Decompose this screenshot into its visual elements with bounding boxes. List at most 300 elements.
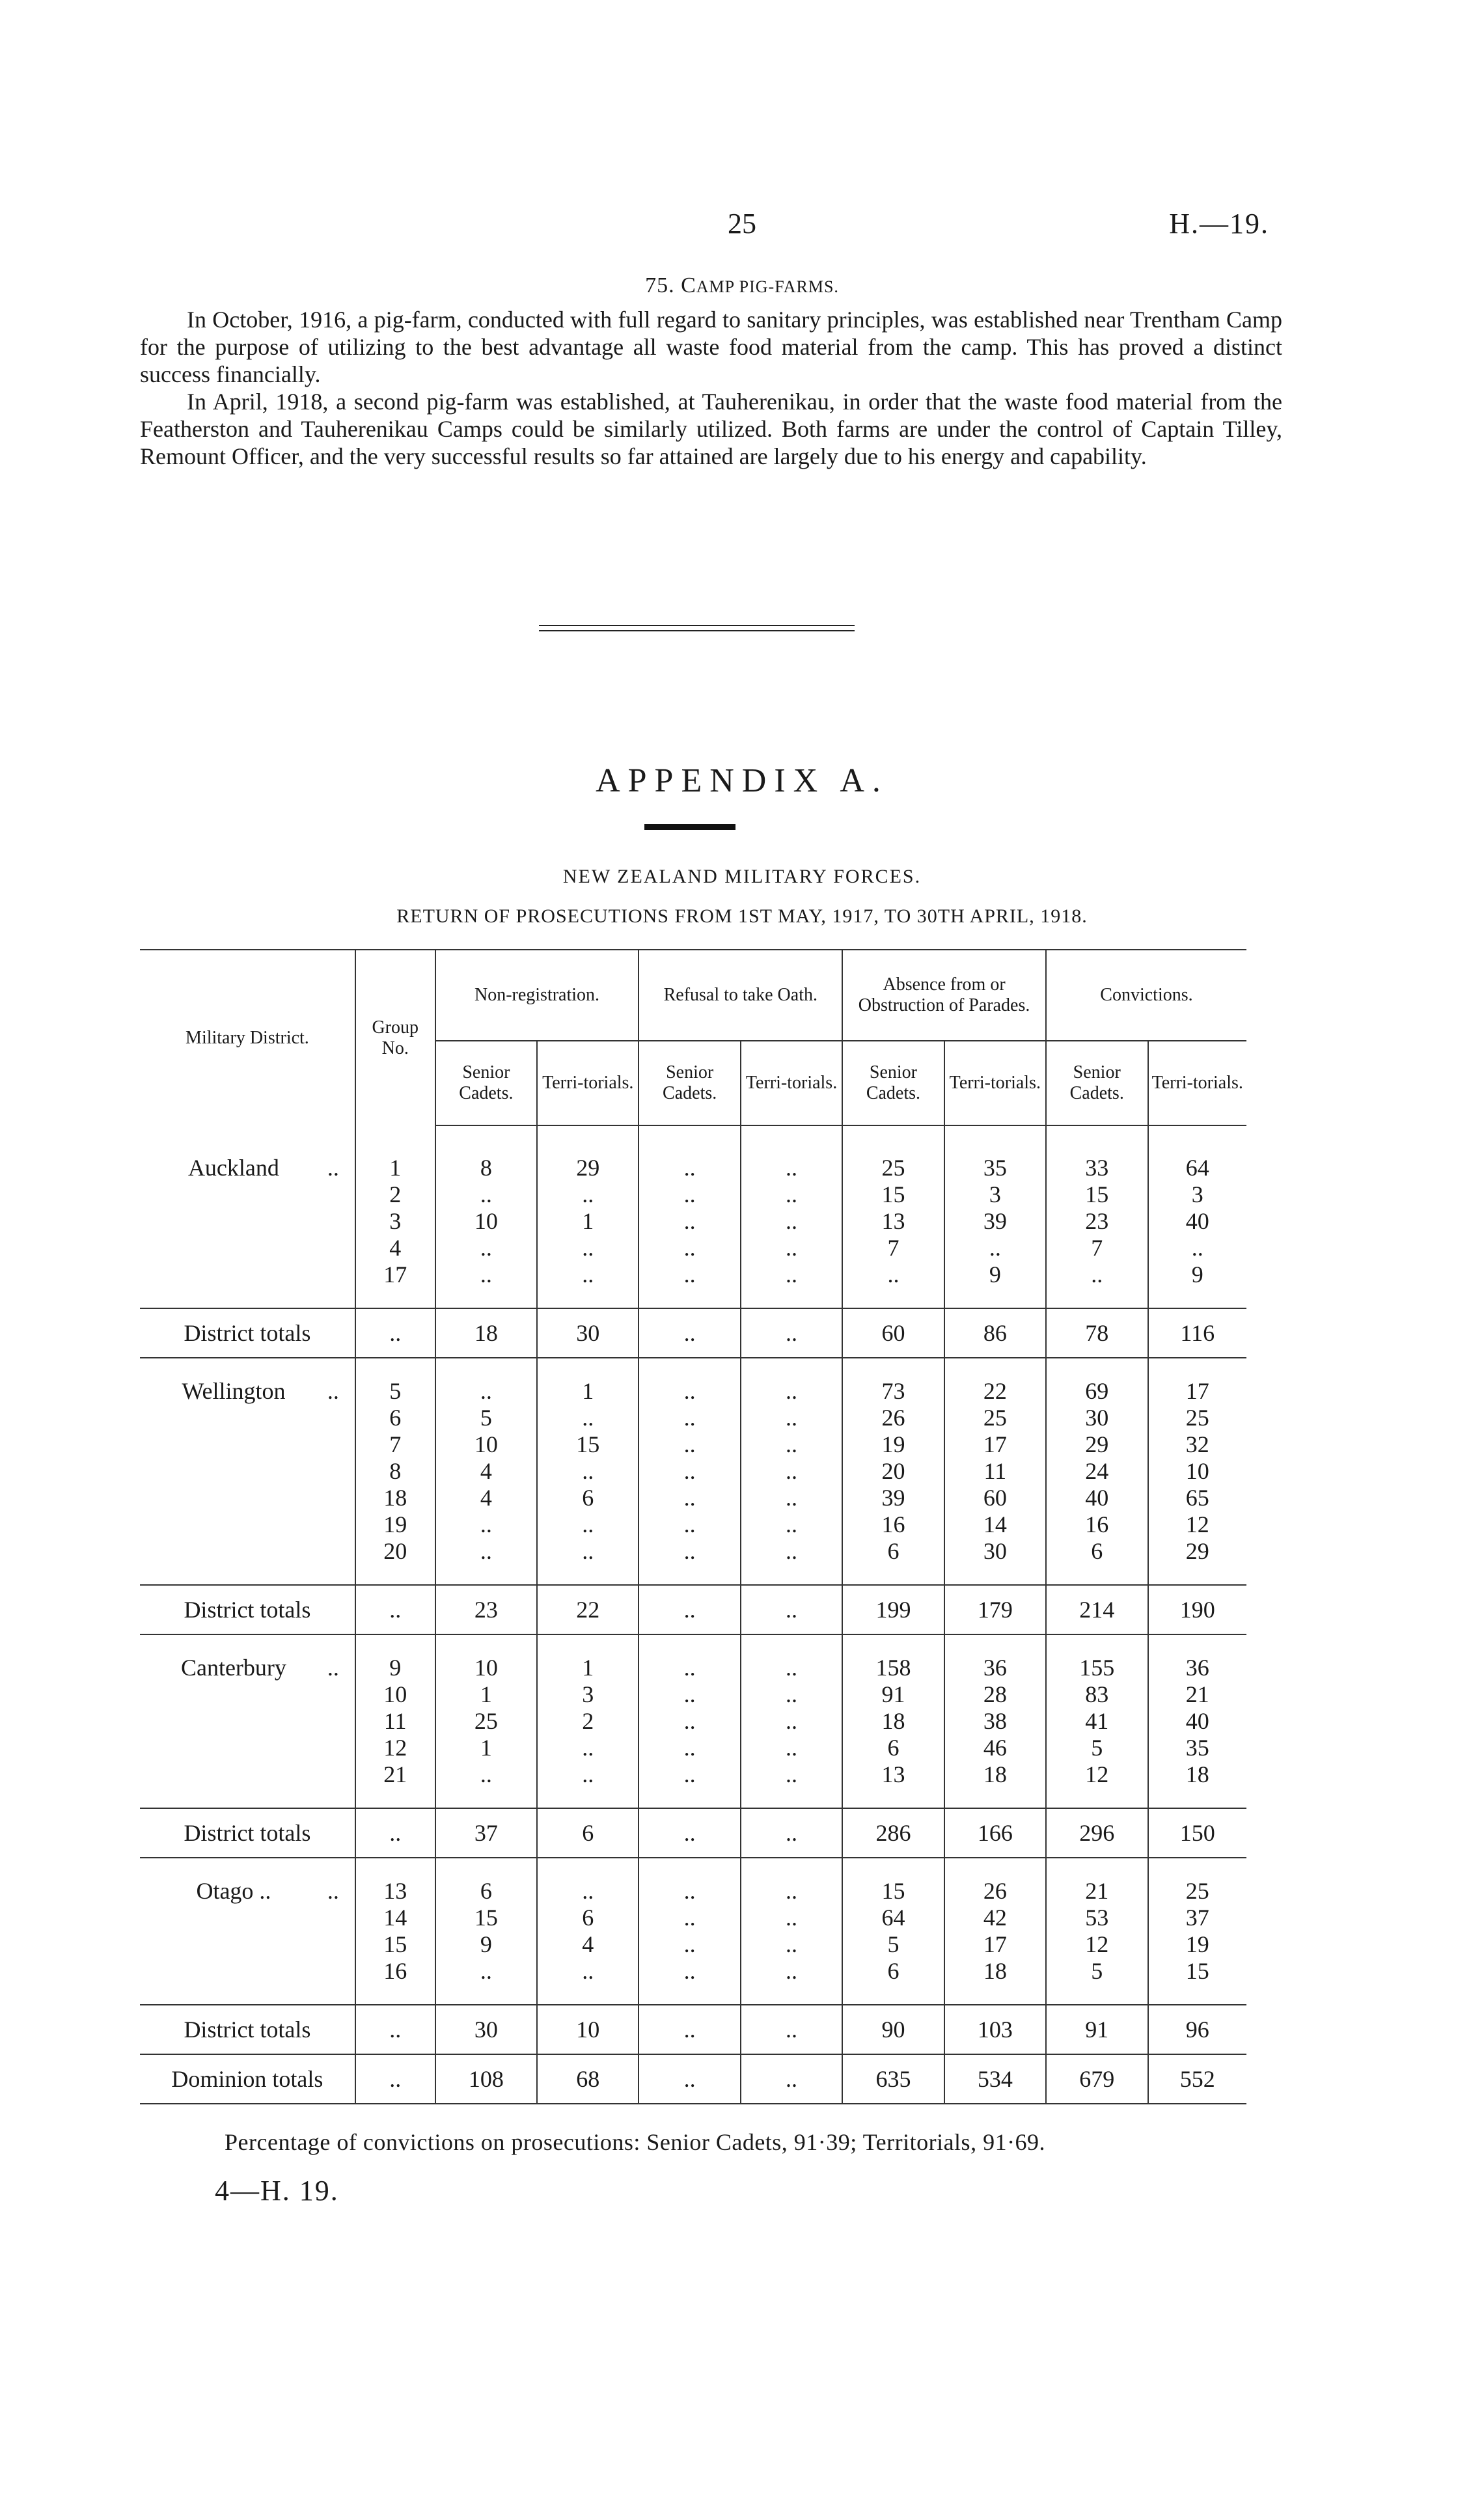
district-cell xyxy=(140,1181,355,1208)
spacer-row xyxy=(140,1125,1246,1155)
spacer-cell xyxy=(1148,1858,1247,1878)
value-cell: 12 xyxy=(1046,1761,1148,1788)
value-cell: 15 xyxy=(842,1181,944,1208)
table-row xyxy=(140,1655,1246,1681)
value-cell: .. xyxy=(537,1538,639,1565)
value-cell: .. xyxy=(741,1405,842,1431)
value-cell: 6 xyxy=(842,1735,944,1761)
value-cell: .. xyxy=(741,1538,842,1565)
spacer-cell xyxy=(842,1788,944,1808)
value-cell: 73 xyxy=(842,1378,944,1405)
value-cell: 9 xyxy=(1148,1261,1247,1288)
spacer-row xyxy=(140,1858,1246,1878)
total-cell: 150 xyxy=(1148,1808,1247,1858)
district-name: Otago .. xyxy=(196,1878,271,1904)
district-cell xyxy=(140,1261,355,1288)
value-cell: .. xyxy=(537,1181,639,1208)
document-reference: H.—19. xyxy=(1169,208,1269,240)
value-cell: .. xyxy=(639,1181,741,1208)
group-number-cell: 10 xyxy=(355,1681,435,1708)
value-cell: .. xyxy=(537,1511,639,1538)
spacer-cell xyxy=(435,1565,538,1585)
value-cell: 155 xyxy=(1046,1655,1148,1681)
spacer-cell xyxy=(639,1788,741,1808)
spacer-cell xyxy=(537,1288,639,1308)
value-cell: .. xyxy=(435,1511,538,1538)
table-row xyxy=(140,1261,1246,1288)
spacer-cell xyxy=(537,1125,639,1155)
spacer-cell xyxy=(741,1985,842,2005)
value-cell: 91 xyxy=(842,1681,944,1708)
total-cell: 199 xyxy=(842,1585,944,1634)
value-cell: .. xyxy=(639,1261,741,1288)
dominion-totals-row xyxy=(140,2054,1246,2104)
spacer-cell xyxy=(944,1858,1046,1878)
total-cell: 179 xyxy=(944,1585,1046,1634)
spacer-cell xyxy=(944,1565,1046,1585)
value-cell: 32 xyxy=(1148,1431,1247,1458)
value-cell: 15 xyxy=(842,1878,944,1905)
value-cell: .. xyxy=(944,1235,1046,1261)
value-cell: 10 xyxy=(435,1431,538,1458)
group-number-cell: 2 xyxy=(355,1181,435,1208)
value-cell: .. xyxy=(537,1958,639,1985)
district-name: Auckland xyxy=(187,1155,279,1181)
value-cell: 3 xyxy=(537,1681,639,1708)
spacer-row xyxy=(140,1985,1246,2005)
spacer-cell xyxy=(435,1125,538,1155)
spacer-cell xyxy=(1148,1634,1247,1655)
return-title-text: RETURN OF PROSECUTIONS FROM 1ST MAY, 1917, TO 30TH APRIL, 1918. xyxy=(396,905,1088,927)
spacer-cell xyxy=(639,1125,741,1155)
header-military-district: Military District. xyxy=(140,950,355,1125)
value-cell: .. xyxy=(842,1261,944,1288)
paragraph-1 xyxy=(140,306,1282,388)
bottom-rule-cell xyxy=(741,2104,842,2112)
value-cell: .. xyxy=(639,1378,741,1405)
spacer-cell xyxy=(1148,1985,1247,2005)
total-cell: .. xyxy=(355,1585,435,1634)
total-cell: .. xyxy=(639,1808,741,1858)
value-cell: 1 xyxy=(537,1208,639,1235)
appendix-subtitle: NEW ZEALAND MILITARY FORCES. xyxy=(562,866,922,887)
header-senior-cadets: Senior Cadets. xyxy=(1046,1041,1148,1125)
value-cell: 13 xyxy=(842,1761,944,1788)
value-cell: .. xyxy=(639,1511,741,1538)
table-row xyxy=(140,1878,1246,1905)
page-number: 25 xyxy=(728,208,756,240)
value-cell: 26 xyxy=(944,1878,1046,1905)
district-cell xyxy=(140,1155,355,1181)
district-cell xyxy=(140,1378,355,1405)
spacer-cell xyxy=(140,1565,355,1585)
total-cell: 60 xyxy=(842,1308,944,1358)
table-row xyxy=(140,1905,1246,1931)
value-cell: 9 xyxy=(944,1261,1046,1288)
value-cell: 18 xyxy=(842,1708,944,1735)
value-cell: 6 xyxy=(1046,1538,1148,1565)
bottom-rule-cell xyxy=(140,2104,355,2112)
dominion-total-cell: 552 xyxy=(1148,2054,1247,2104)
paragraph-2 xyxy=(140,388,1282,470)
district-cell xyxy=(140,1208,355,1235)
district-totals-label: District totals xyxy=(140,1808,355,1858)
table-row xyxy=(140,1931,1246,1958)
header-group-no: Group No. xyxy=(355,950,435,1125)
table-bottom-rule xyxy=(140,2104,1246,2112)
header-refusal-oath: Refusal to take Oath. xyxy=(639,950,842,1041)
spacer-cell xyxy=(639,1358,741,1378)
spacer-cell xyxy=(355,1565,435,1585)
value-cell: 17 xyxy=(944,1431,1046,1458)
spacer-cell xyxy=(639,1288,741,1308)
total-cell: .. xyxy=(741,1585,842,1634)
spacer-cell xyxy=(741,1858,842,1878)
value-cell: 12 xyxy=(1046,1931,1148,1958)
spacer-cell xyxy=(435,1358,538,1378)
table-row xyxy=(140,1735,1246,1761)
bottom-rule-cell xyxy=(1046,2104,1148,2112)
total-cell: .. xyxy=(639,1585,741,1634)
spacer-cell xyxy=(842,1125,944,1155)
value-cell: 6 xyxy=(537,1485,639,1511)
spacer-cell xyxy=(1046,1125,1148,1155)
spacer-cell xyxy=(1148,1288,1247,1308)
value-cell: .. xyxy=(741,1155,842,1181)
value-cell: 26 xyxy=(842,1405,944,1431)
total-cell: 296 xyxy=(1046,1808,1148,1858)
spacer-row xyxy=(140,1358,1246,1378)
value-cell: .. xyxy=(639,1681,741,1708)
value-cell: .. xyxy=(639,1735,741,1761)
value-cell: .. xyxy=(741,1958,842,1985)
spacer-cell xyxy=(639,1565,741,1585)
section-number: 75. xyxy=(645,273,675,297)
group-number-cell: 15 xyxy=(355,1931,435,1958)
value-cell: .. xyxy=(435,1761,538,1788)
value-cell: 39 xyxy=(944,1208,1046,1235)
value-cell: 3 xyxy=(1148,1181,1247,1208)
paragraph-1-text: In October, 1916, a pig-farm, conducted with full regard to sanitary principles, was established near Trentham Camp for the purpose of utilizing to the best advantage all waste food material from the camp. This has proved a distinct success financially. xyxy=(140,307,1282,387)
table-row xyxy=(140,1761,1246,1788)
table-row xyxy=(140,1405,1246,1431)
spacer-cell xyxy=(435,1788,538,1808)
group-number-cell: 11 xyxy=(355,1708,435,1735)
total-cell: 6 xyxy=(537,1808,639,1858)
value-cell: .. xyxy=(537,1878,639,1905)
group-number-cell: 4 xyxy=(355,1235,435,1261)
value-cell: 15 xyxy=(435,1905,538,1931)
total-cell: .. xyxy=(355,1808,435,1858)
group-number-cell: 13 xyxy=(355,1878,435,1905)
value-cell: 29 xyxy=(1148,1538,1247,1565)
total-cell: 22 xyxy=(537,1585,639,1634)
value-cell: 1 xyxy=(537,1655,639,1681)
value-cell: 7 xyxy=(842,1235,944,1261)
district-totals-row xyxy=(140,1585,1246,1634)
spacer-cell xyxy=(944,1985,1046,2005)
table-row xyxy=(140,1511,1246,1538)
group-number-cell: 5 xyxy=(355,1378,435,1405)
value-cell: .. xyxy=(741,1235,842,1261)
value-cell: 10 xyxy=(435,1208,538,1235)
value-cell: .. xyxy=(741,1905,842,1931)
value-cell: 23 xyxy=(1046,1208,1148,1235)
dominion-total-cell: 68 xyxy=(537,2054,639,2104)
section-heading xyxy=(0,273,1484,298)
total-cell: 10 xyxy=(537,2005,639,2054)
total-cell: 86 xyxy=(944,1308,1046,1358)
total-cell: 23 xyxy=(435,1585,538,1634)
header-territorials: Terri-torials. xyxy=(1148,1041,1247,1125)
value-cell: 17 xyxy=(944,1931,1046,1958)
spacer-cell xyxy=(741,1288,842,1308)
spacer-row xyxy=(140,1634,1246,1655)
value-cell: 15 xyxy=(537,1431,639,1458)
value-cell: .. xyxy=(435,1235,538,1261)
value-cell: 33 xyxy=(1046,1155,1148,1181)
spacer-cell xyxy=(537,1985,639,2005)
value-cell: 40 xyxy=(1148,1208,1247,1235)
value-cell: 10 xyxy=(435,1655,538,1681)
total-cell: 166 xyxy=(944,1808,1046,1858)
spacer-cell xyxy=(537,1858,639,1878)
value-cell: 18 xyxy=(1148,1761,1247,1788)
value-cell: .. xyxy=(639,1458,741,1485)
value-cell: 25 xyxy=(842,1155,944,1181)
value-cell: .. xyxy=(435,1181,538,1208)
return-title xyxy=(0,903,1484,928)
header-convictions: Convictions. xyxy=(1046,950,1246,1041)
spacer-cell xyxy=(842,1358,944,1378)
group-number-cell: 12 xyxy=(355,1735,435,1761)
value-cell: 8 xyxy=(435,1155,538,1181)
group-number-cell: 19 xyxy=(355,1511,435,1538)
district-cell xyxy=(140,1681,355,1708)
spacer-cell xyxy=(140,1125,355,1155)
value-cell: 9 xyxy=(435,1931,538,1958)
value-cell: 64 xyxy=(1148,1155,1247,1181)
district-name: Wellington xyxy=(182,1378,286,1404)
district-cell xyxy=(140,1878,355,1905)
spacer-cell xyxy=(944,1788,1046,1808)
value-cell: 40 xyxy=(1148,1708,1247,1735)
value-cell: 37 xyxy=(1148,1905,1247,1931)
value-cell: .. xyxy=(639,1155,741,1181)
value-cell: 29 xyxy=(537,1155,639,1181)
group-number-cell: 7 xyxy=(355,1431,435,1458)
district-totals-row xyxy=(140,1308,1246,1358)
header-senior-cadets: Senior Cadets. xyxy=(842,1041,944,1125)
value-cell: .. xyxy=(741,1735,842,1761)
total-cell: 18 xyxy=(435,1308,538,1358)
value-cell: 21 xyxy=(1148,1681,1247,1708)
value-cell: .. xyxy=(537,1405,639,1431)
district-leader: .. xyxy=(327,1155,339,1181)
total-cell: 116 xyxy=(1148,1308,1247,1358)
table-row xyxy=(140,1431,1246,1458)
table-row xyxy=(140,1378,1246,1405)
value-cell: .. xyxy=(741,1931,842,1958)
total-cell: .. xyxy=(741,1808,842,1858)
value-cell: .. xyxy=(1148,1235,1247,1261)
value-cell: .. xyxy=(639,1485,741,1511)
dominion-total-cell: .. xyxy=(639,2054,741,2104)
spacer-cell xyxy=(355,1985,435,2005)
value-cell: 42 xyxy=(944,1905,1046,1931)
dominion-total-cell: 534 xyxy=(944,2054,1046,2104)
value-cell: .. xyxy=(639,1208,741,1235)
value-cell: 5 xyxy=(435,1405,538,1431)
group-number-cell: 8 xyxy=(355,1458,435,1485)
spacer-cell xyxy=(355,1858,435,1878)
spacer-cell xyxy=(140,1634,355,1655)
value-cell: 5 xyxy=(842,1931,944,1958)
table-row xyxy=(140,1538,1246,1565)
value-cell: 2 xyxy=(537,1708,639,1735)
spacer-cell xyxy=(140,1985,355,2005)
value-cell: 6 xyxy=(842,1538,944,1565)
group-number-cell: 6 xyxy=(355,1405,435,1431)
spacer-cell xyxy=(1046,1858,1148,1878)
spacer-cell xyxy=(355,1634,435,1655)
percentage-note: Percentage of convictions on prosecutions: Senior Cadets, 91·39; Territorials, 91·69. xyxy=(225,2129,1046,2155)
spacer-cell xyxy=(355,1125,435,1155)
prosecutions-table xyxy=(140,949,1246,2112)
total-cell: 37 xyxy=(435,1808,538,1858)
group-number-cell: 21 xyxy=(355,1761,435,1788)
dominion-total-cell: .. xyxy=(741,2054,842,2104)
total-cell: .. xyxy=(639,1308,741,1358)
value-cell: .. xyxy=(537,1761,639,1788)
spacer-cell xyxy=(140,1358,355,1378)
total-cell: 91 xyxy=(1046,2005,1148,2054)
table-row xyxy=(140,1458,1246,1485)
value-cell: 35 xyxy=(944,1155,1046,1181)
spacer-cell xyxy=(435,1858,538,1878)
header-territorials: Terri-torials. xyxy=(944,1041,1046,1125)
value-cell: .. xyxy=(435,1378,538,1405)
value-cell: 6 xyxy=(435,1878,538,1905)
value-cell: 18 xyxy=(944,1958,1046,1985)
section-title: AMP PIG-FARMS. xyxy=(696,277,839,296)
spacer-cell xyxy=(741,1788,842,1808)
spacer-cell xyxy=(842,1858,944,1878)
value-cell: .. xyxy=(639,1538,741,1565)
spacer-cell xyxy=(842,1288,944,1308)
district-totals-row xyxy=(140,1808,1246,1858)
value-cell: 19 xyxy=(842,1431,944,1458)
value-cell: 41 xyxy=(1046,1708,1148,1735)
group-number-cell: 17 xyxy=(355,1261,435,1288)
value-cell: .. xyxy=(741,1878,842,1905)
district-cell xyxy=(140,1708,355,1735)
value-cell: .. xyxy=(1046,1261,1148,1288)
total-cell: 286 xyxy=(842,1808,944,1858)
bottom-rule-cell xyxy=(842,2104,944,2112)
spacer-cell xyxy=(944,1634,1046,1655)
value-cell: .. xyxy=(741,1655,842,1681)
value-cell: .. xyxy=(639,1431,741,1458)
value-cell: 25 xyxy=(1148,1405,1247,1431)
district-cell xyxy=(140,1458,355,1485)
value-cell: .. xyxy=(639,1878,741,1905)
spacer-cell xyxy=(537,1788,639,1808)
value-cell: .. xyxy=(741,1708,842,1735)
value-cell: 4 xyxy=(435,1485,538,1511)
value-cell: 158 xyxy=(842,1655,944,1681)
bottom-rule-cell xyxy=(355,2104,435,2112)
spacer-cell xyxy=(1046,1985,1148,2005)
spacer-cell xyxy=(639,1858,741,1878)
dominion-total-cell: 108 xyxy=(435,2054,538,2104)
value-cell: 5 xyxy=(1046,1958,1148,1985)
district-cell xyxy=(140,1405,355,1431)
value-cell: .. xyxy=(639,1958,741,1985)
spacer-cell xyxy=(1046,1634,1148,1655)
group-number-cell: 20 xyxy=(355,1538,435,1565)
district-leader: .. xyxy=(327,1878,339,1904)
section-divider-top xyxy=(539,625,855,626)
value-cell: .. xyxy=(435,1261,538,1288)
district-cell xyxy=(140,1761,355,1788)
value-cell: 16 xyxy=(842,1511,944,1538)
value-cell: 40 xyxy=(1046,1485,1148,1511)
spacer-cell xyxy=(842,1634,944,1655)
value-cell: 1 xyxy=(435,1681,538,1708)
bottom-rule-cell xyxy=(944,2104,1046,2112)
bottom-rule-cell xyxy=(435,2104,538,2112)
group-number-cell: 9 xyxy=(355,1655,435,1681)
spacer-cell xyxy=(1148,1358,1247,1378)
value-cell: 3 xyxy=(944,1181,1046,1208)
value-cell: 60 xyxy=(944,1485,1046,1511)
value-cell: .. xyxy=(741,1511,842,1538)
value-cell: .. xyxy=(741,1261,842,1288)
total-cell: 90 xyxy=(842,2005,944,2054)
total-cell: 30 xyxy=(435,2005,538,2054)
value-cell: 46 xyxy=(944,1735,1046,1761)
value-cell: 30 xyxy=(944,1538,1046,1565)
spacer-cell xyxy=(639,1985,741,2005)
district-cell xyxy=(140,1235,355,1261)
value-cell: .. xyxy=(639,1708,741,1735)
spacer-cell xyxy=(435,1634,538,1655)
value-cell: .. xyxy=(741,1458,842,1485)
district-cell xyxy=(140,1431,355,1458)
value-cell: 15 xyxy=(1148,1958,1247,1985)
total-cell: .. xyxy=(355,2005,435,2054)
total-cell: 190 xyxy=(1148,1585,1247,1634)
dominion-totals-label: Dominion totals xyxy=(140,2054,355,2104)
total-cell: 78 xyxy=(1046,1308,1148,1358)
value-cell: 6 xyxy=(842,1958,944,1985)
bottom-rule-cell xyxy=(537,2104,639,2112)
spacer-cell xyxy=(1148,1788,1247,1808)
value-cell: 25 xyxy=(435,1708,538,1735)
spacer-cell xyxy=(355,1358,435,1378)
district-totals-label: District totals xyxy=(140,2005,355,2054)
total-cell: .. xyxy=(741,2005,842,2054)
value-cell: 64 xyxy=(842,1905,944,1931)
total-cell: .. xyxy=(355,1308,435,1358)
district-cell xyxy=(140,1905,355,1931)
spacer-cell xyxy=(537,1358,639,1378)
value-cell: .. xyxy=(741,1761,842,1788)
value-cell: 36 xyxy=(1148,1655,1247,1681)
group-number-cell: 18 xyxy=(355,1485,435,1511)
value-cell: .. xyxy=(537,1261,639,1288)
